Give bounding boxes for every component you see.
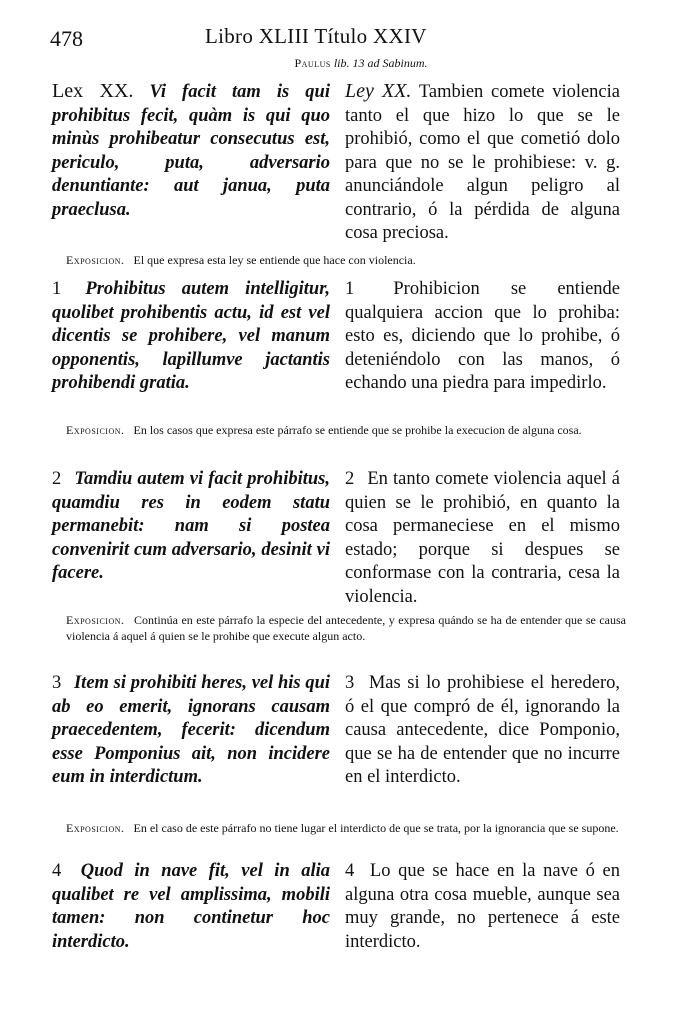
exposition-text: En el caso de este párrafo no tiene lugar el interdicto de que se trata, por la ignorancia que se supone.	[133, 821, 619, 835]
paragraph-number: 4	[52, 861, 62, 881]
paragraph-number: 4	[345, 861, 355, 881]
latin-column	[52, 860, 330, 954]
exposition-3	[66, 820, 626, 836]
paragraph-number: 1	[52, 279, 62, 299]
latin-text: Vi facit tam is qui prohibitus fecit, quàm is qui quo minùs prohibeatur consecutus est, periculo, puta, adversario denuntiante: aut janua, puta praeclusa.	[52, 82, 330, 220]
exposition-label: Exposicion.	[66, 613, 125, 627]
attribution-author: Paulus	[294, 56, 331, 70]
attribution	[0, 56, 682, 71]
page-number: 478	[50, 26, 83, 51]
spanish-column	[345, 672, 620, 790]
latin-column	[52, 672, 330, 790]
exposition-text: En los casos que expresa este párrafo se entiende que se prohibe la execucion de alguna cosa.	[133, 423, 582, 437]
latin-text: Prohibitus autem intelligitur, quolibet prohibentis actu, id est vel dicentis se prohibere, vel manum opponentis, lapillumve jactantis prohibendi gratia.	[52, 279, 330, 393]
paragraph-number: 3	[52, 673, 62, 693]
spanish-lead: Ley XX.	[345, 80, 412, 102]
latin-text: Item si prohibiti heres, vel his qui ab eo emerit, ignorans causam praecedentem, fecerit: dicendum esse Pomponius ait, non incidere eum in interdictum.	[52, 673, 331, 787]
spanish-text: Prohibicion se entiende qualquiera accion que lo prohiba: esto es, diciendo que lo prohibe, ó deteniéndolo con las manos, ó echando una piedra para impedirlo.	[345, 279, 621, 393]
exposition-0	[66, 252, 626, 268]
spanish-text: En tanto comete violencia aquel á quien se le prohibió, en quanto la cosa permaneciese en el mismo estado; porque si despues se conformase con la contraria, cesa la violencia.	[345, 469, 620, 607]
paragraph-number: 2	[52, 469, 62, 489]
exposition-2	[66, 612, 626, 644]
spanish-text: Lo que se hace en la nave ó en alguna otra cosa mueble, aunque sea muy grande, no pertenece á este interdicto.	[345, 861, 620, 952]
paragraph-number: 3	[345, 673, 355, 693]
latin-column	[52, 468, 330, 586]
attribution-work: lib. 13 ad Sabinum.	[333, 56, 428, 70]
latin-lead: Lex XX.	[52, 80, 134, 102]
spanish-column	[345, 860, 620, 954]
latin-text: Quod in nave fit, vel in alia qualibet re vel amplissima, mobili tamen: non continetur hoc interdicto.	[52, 861, 331, 952]
running-title: Libro XLIII Título XXIV	[205, 24, 427, 48]
spanish-text: Mas si lo prohibiese el heredero, ó el que compró de él, ignorando la causa antecedente, dice Pomponio, que se ha de entender que no incurre en el interdicto.	[345, 673, 620, 787]
spanish-column	[345, 468, 620, 609]
spanish-text: Tambien comete violencia tanto el que hizo lo que se le prohibió, como el que cometió dolo para que no se le prohibiese: v. g. anunciándole algun peligro al contrario, ó la pérdida de alguna cosa preciosa.	[345, 82, 620, 243]
exposition-text: El que expresa esta ley se entiende que hace con violencia.	[133, 253, 416, 267]
exposition-1	[66, 422, 626, 438]
spanish-column	[345, 278, 620, 396]
latin-column	[52, 278, 330, 396]
exposition-label: Exposicion.	[66, 253, 125, 267]
latin-text: Tamdiu autem vi facit prohibitus, quamdiu res in eodem statu permanebit: nam si postea convenirit cum adversario, desinit vi facere.	[52, 469, 330, 583]
paragraph-number: 1	[345, 279, 355, 299]
spanish-column	[345, 80, 620, 246]
exposition-label: Exposicion.	[66, 821, 125, 835]
exposition-text: Continúa en este párrafo la especie del antecedente, y expresa quándo se ha de entender que se causa violencia á aquel á quien se le prohibe que execute algun acto.	[66, 613, 626, 643]
exposition-label: Exposicion.	[66, 423, 125, 437]
latin-column	[52, 80, 330, 222]
paragraph-number: 2	[345, 469, 355, 489]
